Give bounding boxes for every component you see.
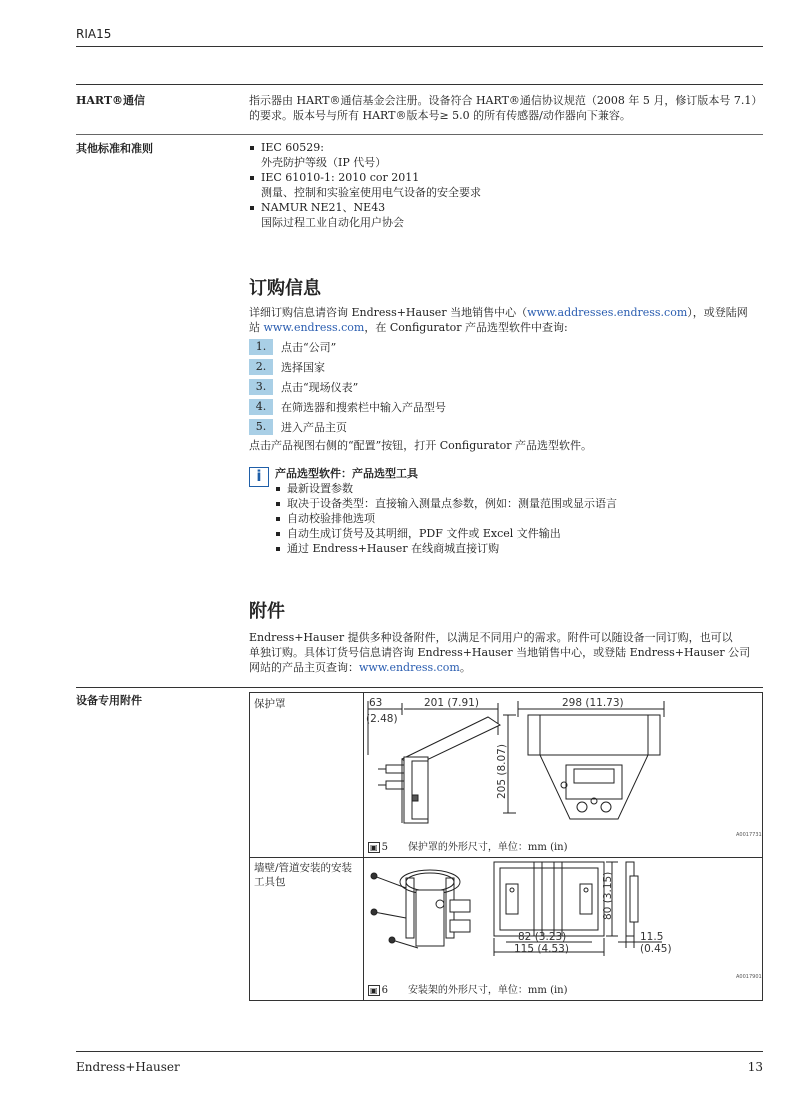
step-number: 2.: [249, 359, 273, 375]
step-text: 在筛选器和搜索栏中输入产品型号: [281, 400, 446, 414]
ordering-intro-text: 详细订购信息请咨询 Endress+Hauser 当地销售中心（: [249, 306, 528, 319]
section-rule: [76, 134, 763, 135]
hart-text: 指示器由 HART®通信基金会注册。设备符合 HART®通信协议规范（2008 年 5 月，修订版本号 7.1）的要求。版本号与所有 HART®版本号≥ 5.0 的所有传感器/动作器向下兼容。: [249, 94, 757, 122]
standard-desc: 外壳防护等级（IP 代号）: [261, 156, 387, 169]
mounting-kit-drawing: [366, 860, 762, 970]
document-title: RIA15: [76, 27, 112, 41]
table-column-divider: [363, 693, 364, 1000]
figure-caption: [368, 840, 568, 855]
info-icon-glyph: i: [256, 467, 262, 485]
figure-caption-text: 安装架的外形尺寸，单位：mm (in): [407, 985, 568, 996]
step-item: [249, 378, 446, 396]
step-item: [249, 338, 446, 356]
endress-link[interactable]: www.endress.com: [359, 661, 460, 674]
protective-cover-drawing: [366, 695, 762, 829]
step-item: [249, 418, 446, 436]
image-id: A0017901: [736, 974, 762, 980]
info-icon: [249, 467, 269, 487]
standard-code: NAMUR NE21、NE43: [261, 201, 386, 214]
figure-number: 5: [381, 842, 388, 853]
image-id: A0017731: [736, 832, 762, 838]
info-item: 自动生成订货号及其明细，PDF 文件或 Excel 文件输出: [275, 526, 763, 541]
standard-item: [249, 200, 761, 230]
dim-label: 80 (3.15): [602, 871, 614, 920]
standard-desc: 国际过程工业自动化用户协会: [261, 216, 404, 229]
ordering-title: 订购信息: [249, 278, 321, 299]
step-number: 1.: [249, 339, 273, 355]
figure-caption: [368, 983, 568, 998]
standards-list: [249, 140, 761, 230]
standard-item: [249, 170, 761, 200]
footer-rule: [76, 1051, 763, 1052]
info-item: 自动校验排他选项: [275, 511, 763, 526]
standard-code: IEC 60529:: [261, 141, 324, 154]
ordering-intro-text: 站: [249, 321, 264, 334]
step-text: 选择国家: [281, 360, 325, 374]
accessory-name: 墙壁/管道安装的安装工具包: [254, 862, 353, 888]
ordering-intro-text: ），或登陆网: [687, 306, 748, 319]
after-steps-text: 点击产品视图右侧的“配置”按钮，打开 Configurator 产品选型软件。: [249, 439, 592, 452]
accessories-title: 附件: [249, 601, 285, 622]
step-number: 5.: [249, 419, 273, 435]
accessories-intro: [249, 630, 763, 675]
accessories-label: 设备专用附件: [76, 694, 142, 707]
accessories-table: [249, 692, 763, 1001]
dim-label: (0.45): [640, 943, 672, 955]
dim-label: 201 (7.91): [424, 697, 479, 709]
step-text: 点击“公司”: [281, 340, 337, 354]
info-item: 取决于设备类型：直接输入测量点参数，例如：测量范围或显示语言: [275, 496, 763, 511]
ordering-intro: [249, 305, 763, 335]
step-text: 进入产品主页: [281, 420, 347, 434]
footer-company: Endress+Hauser: [76, 1060, 180, 1074]
figure-caption-text: 保护罩的外形尺寸，单位：mm (in): [407, 842, 568, 853]
dim-label: 205 (8.07): [496, 744, 508, 799]
dim-label: 115 (4.53): [514, 943, 569, 955]
figure-number: 6: [381, 985, 388, 996]
dim-label: 82 (3.23): [518, 931, 567, 943]
section-rule: [76, 84, 763, 85]
ordering-steps: [249, 338, 446, 438]
ordering-intro-text: ，在 Configurator 产品选型软件中查询:: [364, 321, 568, 334]
info-item: 通过 Endress+Hauser 在线商城直接订购: [275, 541, 763, 556]
table-row-divider: [250, 857, 762, 858]
step-text: 点击“现场仪表”: [281, 380, 359, 394]
dim-label: 63: [369, 697, 383, 709]
standards-label: 其他标准和准则: [76, 142, 153, 155]
page-number: 13: [747, 1060, 763, 1074]
standard-desc: 测量、控制和实验室使用电气设备的安全要求: [261, 186, 481, 199]
info-box: [275, 466, 763, 556]
info-title: 产品选型软件：产品选型工具: [275, 467, 418, 480]
accessories-intro-line: 网站的产品主页查询：: [249, 661, 359, 674]
hart-label: HART®通信: [76, 94, 146, 107]
step-item: [249, 358, 446, 376]
figure-icon: ▣: [370, 843, 378, 852]
figure-icon: ▣: [370, 986, 378, 995]
step-number: 4.: [249, 399, 273, 415]
addresses-link[interactable]: www.addresses.endress.com: [527, 306, 688, 319]
dim-label: 298 (11.73): [562, 697, 624, 709]
accessories-intro-line: 单独订购。具体订货号信息请咨询 Endress+Hauser 当地销售中心，或登陆 Endress+Hauser 公司: [249, 646, 751, 659]
step-number: 3.: [249, 379, 273, 395]
standard-item: [249, 140, 761, 170]
info-item: 最新设置参数: [275, 481, 763, 496]
standard-code: IEC 61010-1: 2010 cor 2011: [261, 171, 420, 184]
accessory-name: 保护罩: [254, 698, 286, 710]
endress-link[interactable]: www.endress.com: [263, 321, 365, 334]
punctuation: 。: [459, 661, 471, 674]
header-rule: [76, 46, 763, 47]
accessories-intro-line: Endress+Hauser 提供多种设备附件，以满足不同用户的需求。附件可以随设备一同订购，也可以: [249, 631, 733, 644]
section-rule: [76, 687, 763, 688]
dim-label: 11.5: [640, 931, 664, 943]
step-item: [249, 398, 446, 416]
dim-label: (2.48): [366, 713, 398, 725]
